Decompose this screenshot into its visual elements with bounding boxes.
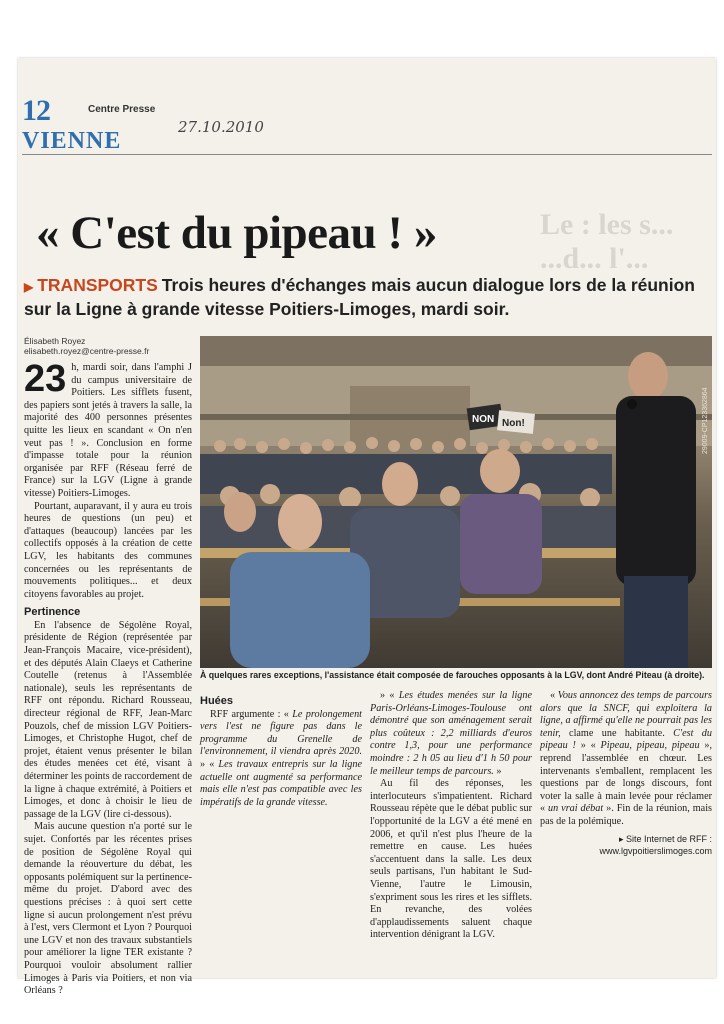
p7-text-1: clame une habitante. (560, 727, 674, 739)
page-number: 12 (22, 94, 50, 127)
author-email: elisabeth.royez@centre-presse.fr (24, 346, 150, 356)
quote-open: RFF argumente : « (210, 708, 293, 720)
kicker: TRANSPORTS (37, 275, 158, 295)
p7-open: « (550, 690, 558, 701)
quote-close: » (493, 765, 502, 777)
p7-text-2: », reprend l'assemblée en chœur. Les intervenants s'emballent, remplacent les questions par de longs discours, font voter la salle à main levée pour réclamer « (540, 740, 713, 815)
site-url[interactable]: www.lgvpoitierslimoges.com (599, 845, 712, 856)
paragraph-4: Mais aucune question n'a porté sur le sujet. Confortés par les récentes prises de position de Ségolène Royal qui demande la réouverture du débat, les opposants polémiquent sur la pertinence-même du projet. D'abord avec des questions précises : à quoi sert cette ligne si aucun prolongement n'est prévu à l'est, vers Clermont et Lyon ? Pourquoi une LGV et non des travaux substantiels pour améliorer la ligne TER existante ? Pourquoi vouloir absolument rallier Limoges à Paris via Poitiers, et non via Orléans ? (24, 821, 192, 997)
paragraph-3: En l'absence de Ségolène Royal, présidente de Région (représentée par Jean-François Macaire, vice-président), et des députés Alain Claeys et Catherine Coutelle (retenus à l'Assemblée nationale), seuls les représentants de RFF ont répondu. Richard Rousseau, directeur régional de RFF, Jean-Marc Pouzols, chef de mission LGV Poitiers-Limoges, et Christophe Hugot, chef de projet, étaient venus présenter le bilan des études menées cet été, visant à déterminer les points de raccordement de la ligne à chaque extrémité, à Poitiers et Limoges, et donc à choisir le lieu de passage de la LGV (lire ci-dessous). (24, 619, 192, 820)
photo-credit-vertical (698, 336, 710, 456)
photo-credit-text: 29009-CP123362864 (702, 387, 709, 454)
triangle-bullet-icon: ▶ (24, 280, 34, 294)
paragraph-7 (540, 690, 712, 829)
paragraph-5-cont (370, 690, 532, 778)
paragraph-1: h, mardi soir, dans l'amphi J du campus universitaire de Poitiers. Les sifflets fusent, des papiers sont jetés à travers la salle, la majorité des 400 personnes présentes quitte les lieux en scandant « On n'en veut pas ! ». Conclusion en forme d'impasse totale pour la réunion organisée par RFF (Réseau ferré de France) sur la LGV (Ligne à grande vitesse) Poitiers-Limoges. (24, 362, 192, 499)
article-column-4 (540, 690, 712, 970)
author-name: Élisabeth Royez (24, 336, 86, 346)
standing-speaker (616, 352, 696, 668)
header-divider (22, 154, 712, 155)
bleed-through-text: Le : les s... ...d... l'... (540, 208, 674, 275)
photo-illustration (200, 336, 712, 668)
publication-name: Centre Presse (88, 104, 156, 115)
p7-sep: » « (575, 740, 601, 752)
rff-website (540, 833, 712, 857)
p7-quote-2: C'est du pipeau ! (540, 727, 712, 752)
subheading-huees: Huées (200, 695, 234, 707)
quote-rff-2: Les travaux entrepris sur la ligne actuelle ont augmenté sa performance mais elle n'est pas compatible avec les impératifs de la grande vitesse. (200, 758, 362, 808)
headline: « C'est du pipeau ! » (36, 207, 437, 259)
article-column-1 (24, 358, 192, 997)
quote-rff-1: Le prolongement vers l'est ne figure pas dans le programme du Grenelle de l'environnement, il viendra après 2020. (200, 708, 362, 758)
p7-quote-1: Vous annoncez des temps de parcours alors que la SNCF, qui exploitera la ligne, a affirmé qu'elle ne pourrait pas les tenir, (540, 690, 712, 739)
paragraph-2: Pourtant, auparavant, il y aura eu trois heures de questions (un peu) et d'attaques (beaucoup) lancées par les collectifs opposés à la création de cette LGV, les habitants des communes concernées ou les représentants de mouvements politiques... et deux citoyens favorables au projet. (24, 500, 192, 600)
sign-text-2: Non! (502, 418, 525, 429)
p7-quote-3: Pipeau, pipeau, pipeau (600, 740, 700, 752)
subheading-pertinence: Pertinence (24, 606, 81, 619)
quote-rff-3: Les études menées sur la ligne Paris-Orléans-Limoges-Toulouse ont démontré que son aménagement serait plus coûteux : 2,2 milliards d'euros contre 1,3, pour une performance moindre : 2 h 05 au lieu d'1 h 50 pour le meilleur temps de parcours. (370, 690, 532, 777)
byline (24, 336, 149, 356)
photo-credit (698, 336, 710, 461)
p7-text-3: ». Fin de la réunion, mais pas de la polémique. (540, 803, 713, 827)
photo-caption: À quelques rares exceptions, l'assistance était composée de farouches opposants à la LGV, dont André Piteau (à droite). (200, 670, 705, 680)
site-label: ▸ Site Internet de RFF : (618, 833, 712, 844)
drop-cap: 23 (24, 358, 67, 400)
deck-text: Trois heures d'échanges mais aucun dialogue lors de la réunion sur la Ligne à grande vitesse Poitiers-Limoges, mardi soir. (24, 275, 695, 319)
handwritten-date: 27.10.2010 (178, 118, 264, 136)
article-column-3 (370, 690, 532, 970)
paragraph-5 (200, 709, 362, 810)
p7-quote-4: un vrai débat (548, 803, 604, 815)
deck (24, 274, 708, 320)
quote-sep-2: » « (380, 690, 399, 701)
section-title: VIENNE (22, 128, 122, 154)
sign-text-1: NON (472, 414, 495, 425)
article-photo (200, 336, 712, 668)
article-column-2 (200, 690, 362, 970)
newspaper-page (18, 58, 716, 997)
quote-sep-1: » « (200, 758, 219, 770)
paragraph-6: Au fil des réponses, les interlocuteurs s'impatientent. Richard Rousseau répète que le débat public sur l'opportunité de la LGV a été mené en 2006, et qu'il n'est plus l'heure de la remettre en cause. Les huées s'accentuent dans la salle. Les deux seuls partisans, l'un habitant le Sud-Vienne, l'autre le Limousin, s'expriment sous les rires et les sifflets. En revanche, des volées d'applaudissements saluent chaque intervention dénigrant la LGV. (370, 778, 532, 941)
